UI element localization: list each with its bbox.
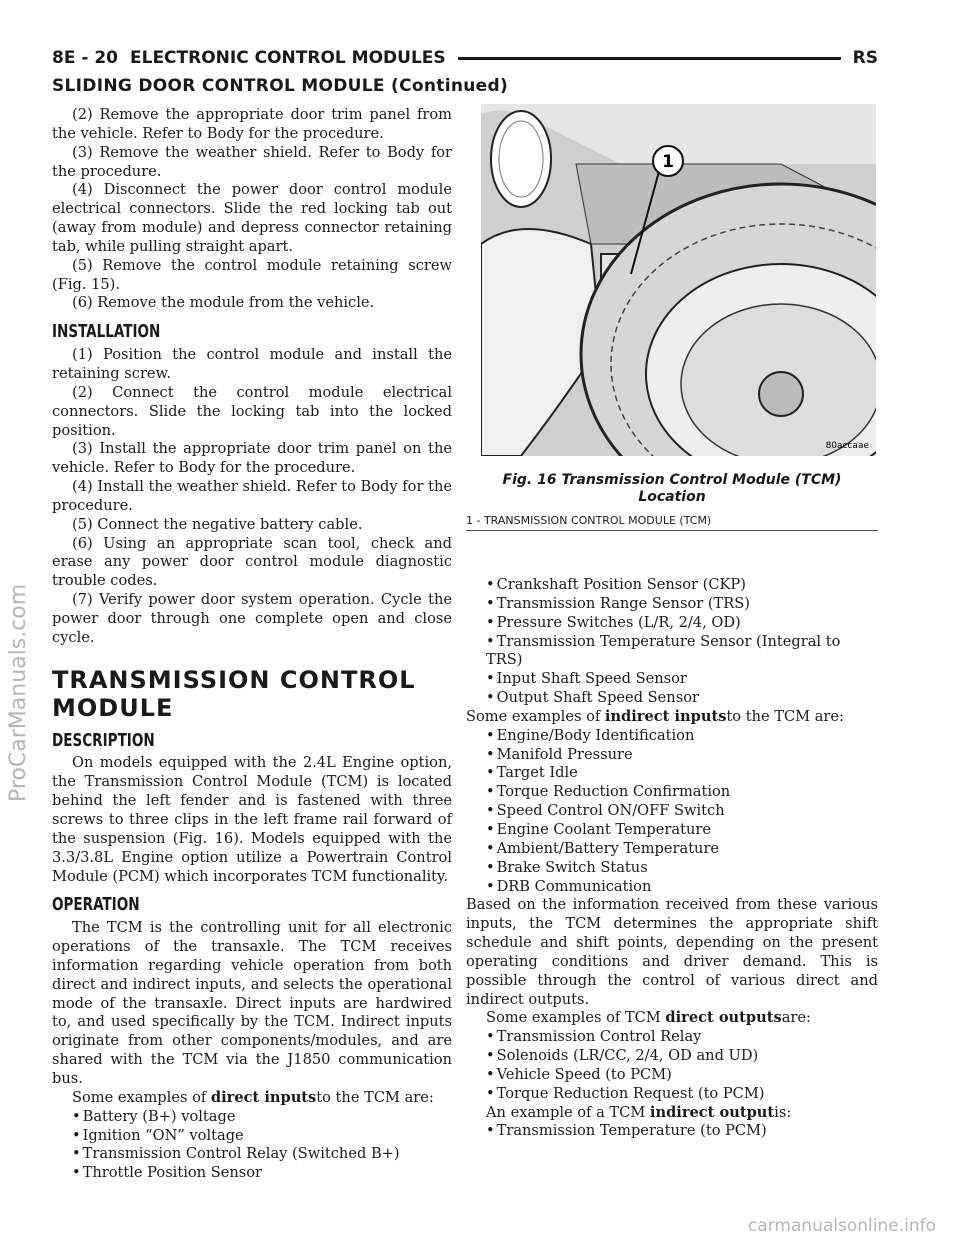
list-item: • Transmission Range Sensor (TRS) — [466, 595, 878, 614]
installation-step: (7) Verify power door system operation. Cycle the power door through one complete open and close cycle. — [52, 591, 452, 646]
indirect-output-intro: An example of a TCM indirect outputis: — [486, 1103, 792, 1121]
based-on-text: Based on the information received from these various inputs, the TCM determines the appropriate shift schedule and shift points, depending on the present operating conditions and driver demand. This is possible through the control of various direct and indirect outputs. — [466, 896, 878, 1008]
figure-code: 80accaae — [825, 441, 869, 451]
tcm-heading: TRANSMISSION CONTROL MODULE — [52, 665, 416, 722]
header-rule — [458, 57, 841, 60]
side-watermark: ProCarManuals.com — [6, 583, 31, 802]
installation-step: (2) Connect the control module electrical connectors. Slide the locking tab into the locked position. — [52, 383, 452, 439]
chapter-title: ELECTRONIC CONTROL MODULES — [130, 48, 446, 68]
operation-heading: OPERATION — [52, 895, 140, 916]
list-item: • Battery (B+) voltage — [52, 1108, 452, 1127]
section-number: 8E - 20 — [52, 48, 118, 68]
list-item: • Engine/Body Identification — [466, 727, 878, 746]
installation-step: (6) Using an appropriate scan tool, check and erase any power door control module diagnostic trouble codes. — [52, 534, 452, 590]
removal-step: (5) Remove the control module retaining screw (Fig. 15). — [52, 256, 452, 293]
list-item: • Pressure Switches (L/R, 2/4, OD) — [466, 614, 878, 633]
continued-title: SLIDING DOOR CONTROL MODULE (Continued) — [52, 76, 509, 96]
removal-step: (6) Remove the module from the vehicle. — [72, 294, 375, 312]
list-item: • Vehicle Speed (to PCM) — [466, 1066, 878, 1085]
list-item: • Speed Control ON/OFF Switch — [466, 802, 878, 821]
list-item: • Transmission Control Relay — [466, 1028, 878, 1047]
installation-step: (3) Install the appropriate door trim panel on the vehicle. Refer to Body for the procedure. — [52, 440, 452, 477]
list-item: • Torque Reduction Request (to PCM) — [466, 1085, 878, 1104]
list-item: • Transmission Temperature Sensor (Integral to TRS) — [466, 633, 878, 671]
list-item: • Output Shaft Speed Sensor — [466, 689, 878, 708]
left-column — [52, 106, 452, 1183]
list-item: • Target Idle — [466, 764, 878, 783]
figure-callout: 1 — [662, 152, 674, 172]
vehicle-code: RS — [852, 48, 878, 68]
list-item: • Transmission Control Relay (Switched B+) — [52, 1145, 452, 1164]
removal-step: (2) Remove the appropriate door trim panel from the vehicle. Refer to Body for the procedure. — [52, 106, 452, 142]
list-item: • Solenoids (LR/CC, 2/4, OD and UD) — [466, 1047, 878, 1066]
removal-step: (3) Remove the weather shield. Refer to Body for the procedure. — [52, 143, 452, 180]
figure-caption: Fig. 16 Transmission Control Module (TCM) Location — [502, 472, 842, 505]
list-item: • Crankshaft Position Sensor (CKP) — [466, 576, 878, 595]
footer-watermark[interactable]: carmanualsonline.info — [747, 1216, 936, 1236]
list-item: • Throttle Position Sensor — [52, 1164, 452, 1183]
description-heading: DESCRIPTION — [52, 730, 155, 751]
page-header — [52, 46, 878, 70]
list-item: • Input Shaft Speed Sensor — [466, 670, 878, 689]
list-item: • Manifold Pressure — [466, 746, 878, 765]
installation-step: (4) Install the weather shield. Refer to Body for the procedure. — [52, 478, 452, 514]
list-item: • Brake Switch Status — [466, 859, 878, 878]
installation-heading: INSTALLATION — [52, 322, 161, 343]
direct-outputs-intro: Some examples of TCM direct outputsare: — [486, 1009, 811, 1027]
installation-step: (5) Connect the negative battery cable. — [72, 515, 363, 533]
right-column — [466, 576, 878, 1141]
tcm-location-figure — [481, 104, 876, 456]
removal-step: (4) Disconnect the power door control module electrical connectors. Slide the red locking tab out (away from module) and depress connector retaining tab, while pulling straight apart. — [52, 181, 452, 255]
operation-text: The TCM is the controlling unit for all electronic operations of the transaxle. The TCM receives information regarding vehicle operation from both direct and indirect inputs, and selects the operational mode of the transaxle. Direct inputs are hardwired to, and used specifically by the TCM. Indirect inputs originate from other components/modules, and are shared with the TCM via the J1850 communication bus. — [52, 919, 452, 1087]
list-item: • Engine Coolant Temperature — [466, 821, 878, 840]
direct-inputs-intro: Some examples of direct inputsto the TCM are: — [72, 1088, 434, 1106]
indirect-inputs-intro: Some examples of indirect inputsto the TCM are: — [466, 707, 844, 725]
list-item: • Transmission Temperature (to PCM) — [466, 1122, 878, 1141]
description-text: On models equipped with the 2.4L Engine option, the Transmission Control Module (TCM) is located behind the left fender and is fastened with three screws to three clips in the left frame rail forward of the suspension (Fig. 16). Models equipped with the 3.3/3.8L Engine option utilize a Powertrain Control Module (PCM) which incorporates TCM functionality. — [52, 754, 452, 885]
list-item: • Ignition “ON” voltage — [52, 1127, 452, 1146]
list-item: • DRB Communication — [466, 878, 878, 897]
list-item: • Torque Reduction Confirmation — [466, 783, 878, 802]
installation-step: (1) Position the control module and install the retaining screw. — [52, 346, 452, 382]
figure-legend: 1 - TRANSMISSION CONTROL MODULE (TCM) — [466, 514, 878, 531]
list-item: • Ambient/Battery Temperature — [466, 840, 878, 859]
fender-illustration — [481, 104, 876, 456]
